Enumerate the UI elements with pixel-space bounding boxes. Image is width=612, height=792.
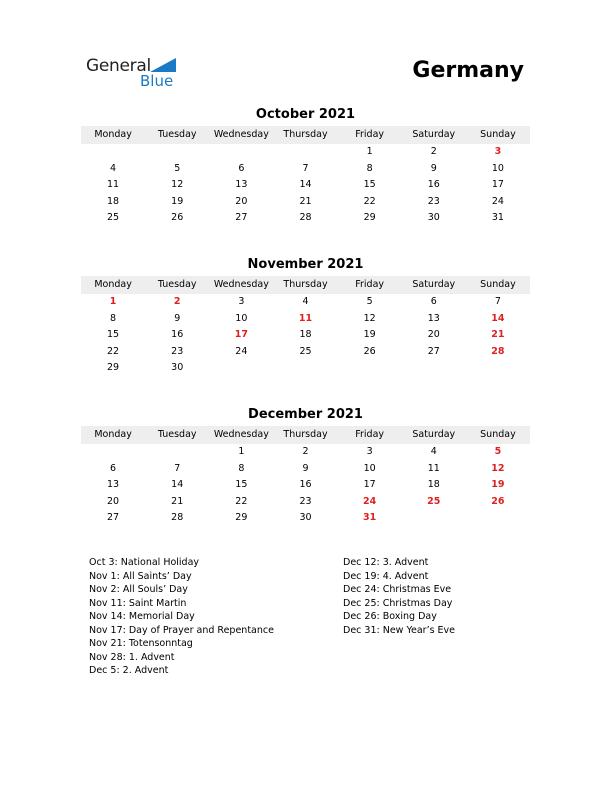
holiday-entry: Nov 11: Saint Martin xyxy=(89,597,187,609)
day-cell: 30 xyxy=(171,362,184,373)
day-cell: 30 xyxy=(299,512,312,523)
holiday-day-cell: 3 xyxy=(494,146,502,157)
empty-cell xyxy=(209,144,273,161)
day-cell: 13 xyxy=(235,179,248,190)
weekday-label: Saturday xyxy=(412,129,456,140)
logo-triangle-icon xyxy=(150,58,176,72)
empty-cell xyxy=(145,144,209,161)
month-title: November 2021 xyxy=(247,257,364,272)
month-title: October 2021 xyxy=(255,107,356,122)
weekday-label: Saturday xyxy=(412,279,456,290)
day-cell: 9 xyxy=(430,162,437,174)
day-cell: 29 xyxy=(107,362,120,373)
weekday-label: Thursday xyxy=(283,129,328,140)
day-cell: 10 xyxy=(363,462,376,474)
weekday-label: Sunday xyxy=(480,279,516,290)
holiday-entry: Oct 3: National Holiday xyxy=(89,557,200,568)
day-cell: 19 xyxy=(171,195,184,207)
weekday-label: Monday xyxy=(94,429,132,440)
day-cell: 1 xyxy=(238,446,245,457)
day-cell: 22 xyxy=(107,345,120,357)
month-december xyxy=(81,406,530,527)
day-cell: 8 xyxy=(110,312,117,324)
holiday-entry: Nov 28: 1. Advent xyxy=(89,651,175,663)
holiday-day-cell: 17 xyxy=(234,329,248,340)
holiday-day-cell: 25 xyxy=(427,495,441,507)
day-cell: 19 xyxy=(363,329,376,340)
day-cell: 6 xyxy=(238,162,245,174)
holiday-day-cell: 31 xyxy=(363,512,377,523)
weekday-label: Monday xyxy=(94,129,132,140)
empty-cell xyxy=(81,144,145,161)
weekday-label: Tuesday xyxy=(157,279,197,290)
month-october xyxy=(81,106,530,227)
day-cell: 22 xyxy=(235,495,248,507)
day-cell: 2 xyxy=(302,446,309,457)
day-cell: 9 xyxy=(174,312,181,324)
empty-cell xyxy=(273,144,337,161)
day-cell: 28 xyxy=(299,212,312,223)
day-cell: 6 xyxy=(110,462,117,474)
day-cell: 4 xyxy=(430,446,437,457)
day-cell: 23 xyxy=(299,495,312,507)
day-cell: 11 xyxy=(427,462,440,474)
day-cell: 15 xyxy=(235,479,248,490)
day-cell: 8 xyxy=(366,162,373,174)
day-cell: 18 xyxy=(427,479,440,490)
weekday-label: Sunday xyxy=(480,129,516,140)
holiday-entry: Nov 17: Day of Prayer and Repentance xyxy=(89,624,274,636)
month-title: December 2021 xyxy=(248,407,363,422)
weekday-label: Tuesday xyxy=(157,129,197,140)
holiday-day-cell: 26 xyxy=(491,495,505,507)
weekday-label: Sunday xyxy=(480,429,516,440)
day-cell: 29 xyxy=(363,212,376,223)
country-title: Germany xyxy=(412,58,524,83)
day-cell: 24 xyxy=(491,195,504,207)
day-cell: 10 xyxy=(235,312,248,324)
day-cell: 14 xyxy=(171,479,184,490)
weekday-label: Thursday xyxy=(283,429,328,440)
day-cell: 5 xyxy=(174,162,181,174)
holiday-day-cell: 28 xyxy=(491,345,505,357)
holiday-entry: Dec 12: 3. Advent xyxy=(343,557,429,568)
day-cell: 30 xyxy=(427,212,440,223)
holiday-day-cell: 14 xyxy=(491,312,505,324)
weekday-label: Friday xyxy=(355,279,385,290)
day-cell: 16 xyxy=(171,329,184,340)
day-cell: 21 xyxy=(299,195,312,207)
day-cell: 20 xyxy=(107,495,120,507)
holiday-day-cell: 12 xyxy=(491,462,505,474)
day-cell: 15 xyxy=(107,329,120,340)
holiday-entry: Nov 21: Totensonntag xyxy=(89,638,193,649)
logo-blue-text: Blue xyxy=(140,72,174,90)
holiday-day-cell: 21 xyxy=(491,329,505,340)
weekday-label: Wednesday xyxy=(213,129,269,140)
day-cell: 6 xyxy=(430,296,437,307)
holiday-entry: Dec 5: 2. Advent xyxy=(89,665,169,676)
holiday-day-cell: 2 xyxy=(173,296,181,307)
holiday-list-right xyxy=(343,556,455,637)
holiday-day-cell: 1 xyxy=(109,296,117,307)
day-cell: 24 xyxy=(235,345,248,357)
day-cell: 18 xyxy=(299,329,312,340)
day-cell: 4 xyxy=(302,296,309,307)
holiday-day-cell: 24 xyxy=(363,495,377,507)
day-cell: 21 xyxy=(171,495,184,507)
holiday-entry: Dec 19: 4. Advent xyxy=(343,570,429,582)
day-cell: 25 xyxy=(299,345,312,357)
day-cell: 27 xyxy=(107,512,120,523)
weekday-label: Tuesday xyxy=(157,429,197,440)
day-cell: 25 xyxy=(107,212,120,223)
holiday-list-left xyxy=(89,556,274,678)
day-cell: 1 xyxy=(366,146,373,157)
weekday-header xyxy=(81,426,530,444)
day-cell: 7 xyxy=(174,462,181,474)
day-cell: 7 xyxy=(302,162,309,174)
day-cell: 12 xyxy=(363,312,376,324)
day-cell: 10 xyxy=(491,162,504,174)
day-cell: 23 xyxy=(427,195,440,207)
day-cell: 17 xyxy=(491,179,504,190)
holiday-entry: Dec 31: New Year’s Eve xyxy=(343,624,456,636)
holiday-entry: Nov 1: All Saints’ Day xyxy=(89,570,192,582)
day-cell: 29 xyxy=(235,512,248,523)
day-cell: 4 xyxy=(110,162,117,174)
day-cell: 18 xyxy=(107,195,120,207)
day-cell: 5 xyxy=(366,296,373,307)
day-cell: 13 xyxy=(427,312,440,324)
weekday-label: Monday xyxy=(94,279,132,290)
day-cell: 11 xyxy=(107,179,120,190)
weekday-header xyxy=(81,126,530,144)
empty-cell xyxy=(81,444,145,461)
holiday-entry: Dec 25: Christmas Day xyxy=(343,597,453,609)
weekday-label: Wednesday xyxy=(213,429,269,440)
holiday-entry: Nov 2: All Souls’ Day xyxy=(89,584,188,595)
holiday-day-cell: 5 xyxy=(494,446,502,457)
holiday-entry: Dec 24: Christmas Eve xyxy=(343,584,452,595)
day-cell: 8 xyxy=(238,462,245,474)
holiday-entry: Dec 26: Boxing Day xyxy=(343,611,437,622)
weekday-header xyxy=(81,276,530,294)
day-cell: 26 xyxy=(363,345,376,357)
day-grid xyxy=(81,444,530,527)
day-cell: 22 xyxy=(363,195,376,207)
weekday-label: Thursday xyxy=(283,279,328,290)
weekday-label: Friday xyxy=(355,429,385,440)
day-cell: 15 xyxy=(363,179,376,190)
day-cell: 28 xyxy=(171,512,184,523)
day-cell: 20 xyxy=(427,329,440,340)
generalblue-logo xyxy=(86,56,186,92)
month-november xyxy=(81,256,530,377)
day-cell: 7 xyxy=(494,296,501,307)
weekday-label: Friday xyxy=(355,129,385,140)
holiday-day-cell: 11 xyxy=(298,312,313,324)
day-cell: 3 xyxy=(238,296,245,307)
day-cell: 27 xyxy=(235,212,248,223)
day-cell: 31 xyxy=(491,212,504,223)
weekday-label: Wednesday xyxy=(213,279,269,290)
day-cell: 20 xyxy=(235,195,248,207)
day-cell: 16 xyxy=(427,179,440,190)
day-cell: 12 xyxy=(171,179,184,190)
empty-cell xyxy=(145,444,209,461)
day-grid xyxy=(81,294,530,377)
day-grid xyxy=(81,144,530,227)
weekday-label: Saturday xyxy=(412,429,456,440)
day-cell: 9 xyxy=(302,462,309,474)
day-cell: 14 xyxy=(299,179,312,190)
holiday-day-cell: 19 xyxy=(491,479,505,490)
logo-general-text: General xyxy=(86,56,151,76)
holiday-entry: Nov 14: Memorial Day xyxy=(89,611,195,622)
day-cell: 27 xyxy=(427,345,440,357)
day-cell: 17 xyxy=(363,479,376,490)
day-cell: 2 xyxy=(430,146,437,157)
day-cell: 3 xyxy=(366,446,373,457)
day-cell: 23 xyxy=(171,345,184,357)
day-cell: 13 xyxy=(107,479,120,490)
day-cell: 16 xyxy=(299,479,312,490)
day-cell: 26 xyxy=(171,212,184,223)
